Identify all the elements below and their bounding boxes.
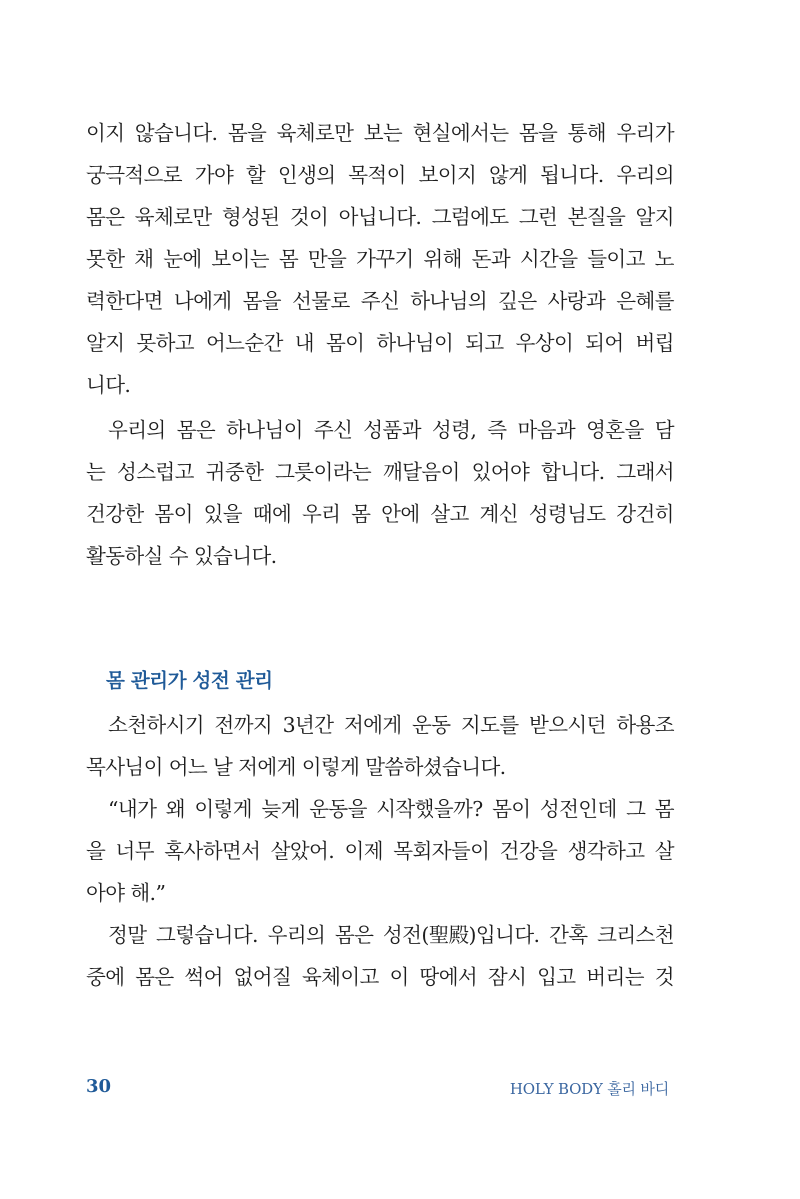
text-line: 는 성스럽고 귀중한 그릇이라는 깨달음이 있어야 합니다. 그래서	[86, 460, 674, 484]
text-line: 활동하실 수 있습니다.	[86, 544, 277, 568]
text-line: 알지 못하고 어느순간 내 몸이 하나님이 되고 우상이 되어 버립	[86, 331, 674, 355]
text-line: 못한 채 눈에 보이는 몸 만을 가꾸기 위해 돈과 시간을 들이고 노	[86, 247, 674, 271]
text-line: 소천하시기 전까지 3년간 저에게 운동 지도를 받으시던 하용조	[108, 713, 674, 737]
text-line: 몸은 육체로만 형성된 것이 아닙니다. 그럼에도 그런 본질을 알지	[86, 205, 674, 229]
quote-line: 아야 해.”	[86, 881, 166, 905]
page-number: 30	[86, 1076, 112, 1097]
quote-line: “내가 왜 이렇게 늦게 운동을 시작했을까? 몸이 성전인데 그 몸	[108, 797, 674, 821]
text-line: 이지 않습니다. 몸을 육체로만 보는 현실에서는 몸을 통해 우리가	[86, 121, 674, 145]
running-footer-title: HOLY BODY 홀리 바디	[509, 1080, 669, 1098]
text-line: 우리의 몸은 하나님이 주신 성품과 성령, 즉 마음과 영혼을 담	[108, 418, 674, 442]
text-line: 궁극적으로 가야 할 인생의 목적이 보이지 않게 됩니다. 우리의	[86, 163, 674, 187]
text-line: 력한다면 나에게 몸을 선물로 주신 하나님의 깊은 사랑과 은혜를	[86, 289, 674, 313]
text-line: 중에 몸은 썩어 없어질 육체이고 이 땅에서 잠시 입고 버리는 것	[86, 965, 674, 989]
quote-line: 을 너무 혹사하면서 살았어. 이제 목회자들이 건강을 생각하고 살	[86, 839, 674, 863]
text-line: 목사님이 어느 날 저에게 이렇게 말씀하셨습니다.	[86, 755, 506, 779]
text-line: 건강한 몸이 있을 때에 우리 몸 안에 살고 계신 성령님도 강건히	[86, 502, 674, 526]
text-line: 니다.	[86, 373, 131, 397]
section-body	[86, 704, 674, 998]
paragraph-body-not-only-flesh	[86, 112, 674, 406]
text-line: 정말 그렇습니다. 우리의 몸은 성전(聖殿)입니다. 간혹 크리스천	[108, 923, 674, 947]
section-heading: 몸 관리가 성전 관리	[106, 669, 273, 692]
paragraph-body-as-vessel	[86, 409, 674, 577]
